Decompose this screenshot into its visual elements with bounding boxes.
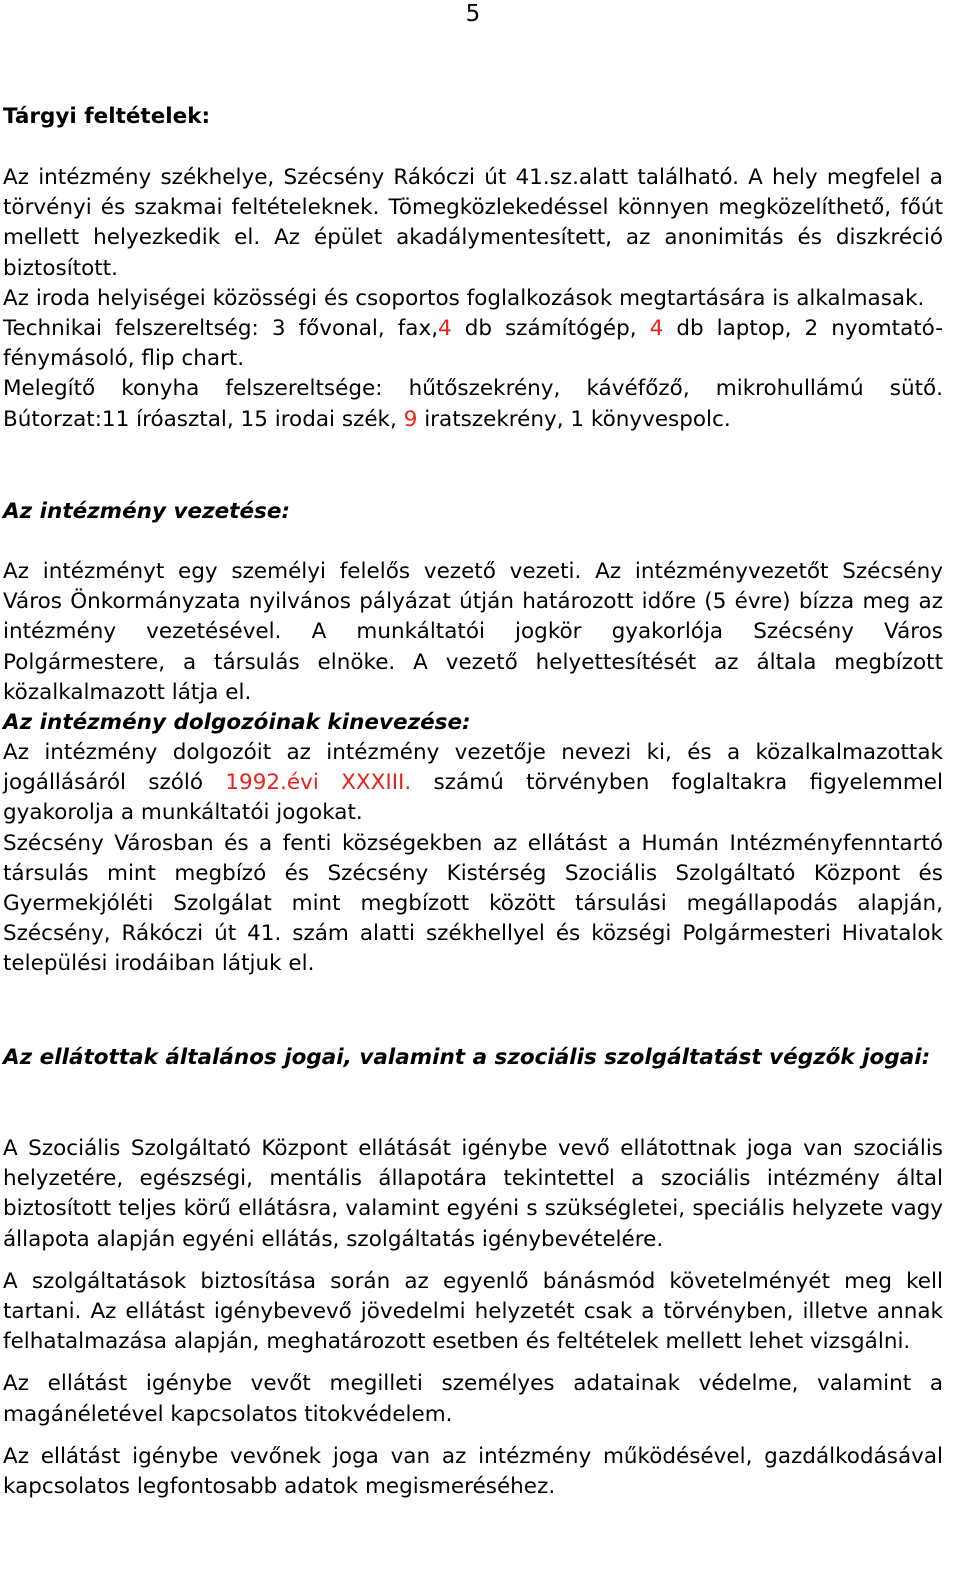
section-vezetes: [3, 557, 943, 980]
text-run: számú törvényben foglaltakra figyelemmel gyakorolja a munkáltatói jogokat.: [3, 770, 943, 826]
paragraph: [3, 314, 943, 374]
paragraph: Szécsény Városban és a fenti községekben az ellátást a Humán Intézményfenntartó társulás mint megbízó és Szécsény Kistérség Szociális Szolgáltató Központ és Gyermekjóléti Szolgálat mint megbízott között társulási megállapodás alapján, Szécsény, Rákóczi út 41. szám alatti székhellyel és községi Polgármesteri Hivatalok települési irodáiban látjuk el.: [3, 830, 943, 977]
heading-targyi: Tárgyi feltételek:: [3, 104, 211, 129]
page-number: 5: [465, 1, 481, 27]
section-targyi: [3, 163, 943, 435]
paragraph: [3, 738, 943, 829]
text-run: Melegítő konyha felszereltsége: hűtőszekrény, kávéfőző, mikrohullámú sütő. Bútorzat:11 íróasztal, 15 irodai szék,: [3, 376, 943, 432]
heading-vezetes: Az intézmény vezetése:: [3, 499, 291, 524]
paragraph: A Szociális Szolgáltató Központ ellátását igénybe vevő ellátottnak joga van szociális helyzetére, egészségi, mentális állapotára tekintettel a szociális intézmény által biztosított teljes körű ellátásra, valamint egyéni s szükségletei, speciális helyzete vagy állapota alapján egyéni ellátás, szolgáltatás igénybevételére.: [3, 1136, 943, 1252]
paragraph: Az intézményt egy személyi felelős vezető vezeti. Az intézményvezetőt Szécsény Város Önkormányzata nyilvános pályázat útján határozott időre (5 évre) bízza meg az intézmény vezetésével. A munkáltatói jogkör gyakorlója Szécsény Város Polgármestere, a társulás elnöke. A vezető helyettesítését az általa megbízott közalkalmazott látja el.: [3, 559, 943, 705]
highlight-number: 9: [403, 406, 418, 432]
text-run: iratszekrény, 1 könyvespolc.: [417, 406, 731, 432]
highlight-number: 4: [649, 316, 664, 342]
paragraph: Az ellátást igénybe vevőt megilleti személyes adatainak védelme, valamint a magánéletével kapcsolatos titokvédelem.: [3, 1371, 943, 1427]
heading-jogok: Az ellátottak általános jogai, valamint a szociális szolgáltatást végzők jogai:: [3, 1045, 931, 1070]
paragraph: [3, 374, 943, 434]
law-reference: 1992.évi XXXIII.: [225, 770, 412, 796]
text-run: db számítógép,: [451, 316, 650, 342]
paragraph: Az iroda helyiségei közösségi és csoportos foglalkozások megtartására is alkalmasak.: [3, 285, 925, 311]
text-run: Az intézmény dolgozóit az intézmény vezetője nevezi ki, és a közalkalmazottak jogállásáról szóló: [3, 740, 943, 796]
paragraph: Az intézmény székhelye, Szécsény Rákóczi út 41.sz.alatt található. A hely megfelel a törvényi és szakmai feltételeknek. Tömegközlekedéssel könnyen megközelíthető, főút mellett helyezkedik el. Az épület akadálymentesített, az anonimitás és diszkréció biztosított.: [3, 165, 943, 281]
text-run: db laptop, 2 nyomtató-fénymásoló, flip chart.: [3, 316, 943, 372]
section-jogok: [3, 1134, 943, 1502]
heading-kinevezes: Az intézmény dolgozóinak kinevezése:: [3, 710, 471, 736]
highlight-number: 4: [438, 316, 452, 342]
text-run: Technikai felszereltség: 3 fővonal, fax,: [3, 316, 439, 342]
paragraph: Az ellátást igénybe vevőnek joga van az intézmény működésével, gazdálkodásával kapcsolatos legfontosabb adatok megismeréséhez.: [3, 1443, 943, 1500]
paragraph: A szolgáltatások biztosítása során az egyenlő bánásmód követelményét meg kell tartani. Az ellátást igénybevevő jövedelmi helyzetét csak a törvényben, illetve annak felhatalmazása alapján, meghatározott esetben és feltételek mellett lehet vizsgálni.: [3, 1268, 943, 1355]
